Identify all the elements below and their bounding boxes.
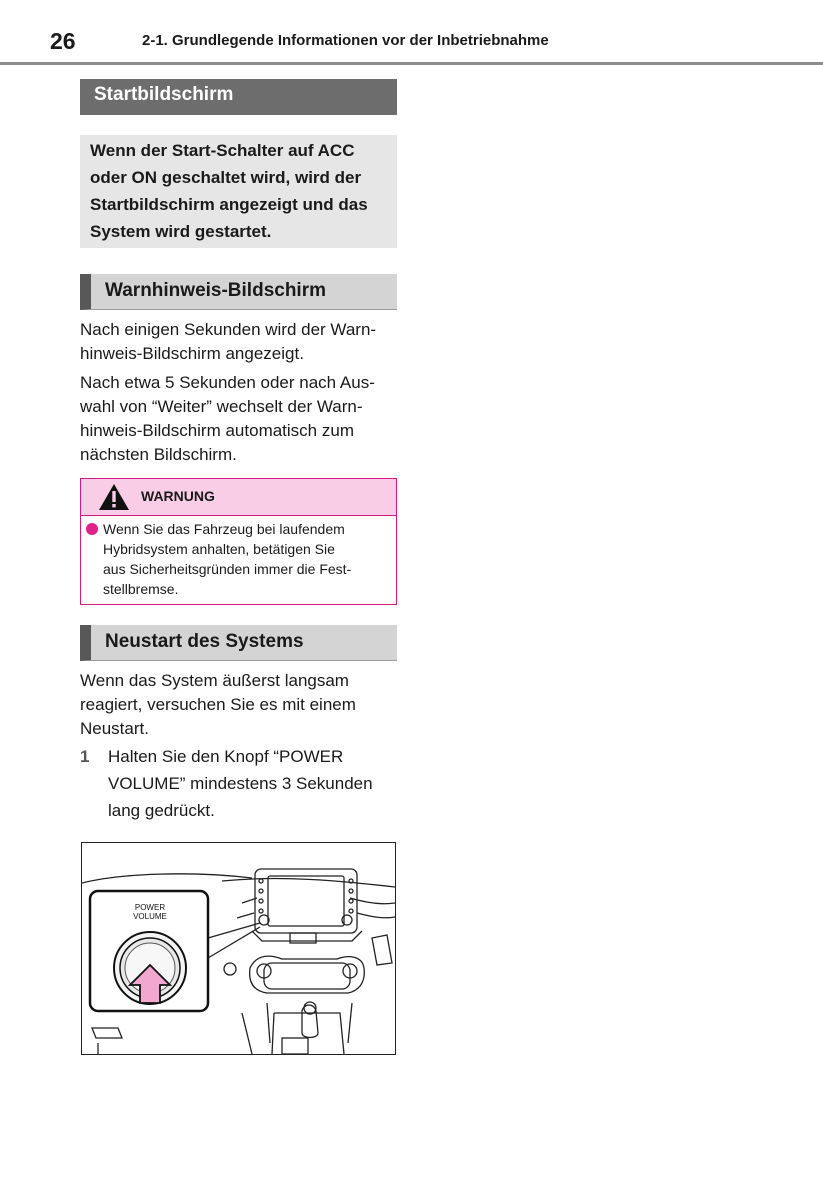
warning-screen-text <box>80 318 397 472</box>
text-line: wahl von “Weiter” wechselt der Warn- <box>80 397 363 416</box>
text-line: Hybridsystem anhalten, betätigen Sie <box>103 541 335 557</box>
power-volume-knob-callout <box>90 891 208 1011</box>
text-line: stellbremse. <box>103 581 179 597</box>
step-item <box>80 743 397 824</box>
text-line: hinweis-Bildschirm angezeigt. <box>80 344 304 363</box>
summary-line: Startbildschirm angezeigt und das <box>90 195 368 214</box>
step-number: 1 <box>80 747 90 766</box>
paragraph <box>80 371 397 467</box>
paragraph <box>80 669 397 741</box>
text-line: Wenn Sie das Fahrzeug bei laufendem <box>103 521 345 537</box>
warning-body <box>81 516 396 599</box>
text-line: reagiert, versuchen Sie es mit einem <box>80 695 356 714</box>
header-divider <box>0 62 823 65</box>
warning-triangle-icon <box>98 483 130 511</box>
section-heading-restart: Neustart des Systems <box>80 625 397 661</box>
section-heading-warning-screen: Warnhinweis-Bildschirm <box>80 274 397 310</box>
text-line: nächsten Bildschirm. <box>80 445 237 464</box>
step-text <box>108 743 397 824</box>
warning-box <box>80 478 397 605</box>
text-line: Halten Sie den Knopf “POWER <box>108 747 344 766</box>
summary-line: System wird gestartet. <box>90 222 272 241</box>
text-line: Wenn das System äußerst langsam <box>80 671 349 690</box>
text-line: Nach etwa 5 Sekunden oder nach Aus- <box>80 373 375 392</box>
text-line: VOLUME” mindestens 3 Sekunden <box>108 774 373 793</box>
bullet-dot-icon <box>86 523 98 535</box>
summary-line: Wenn der Start-Schalter auf ACC <box>90 141 355 160</box>
dashboard-drawing <box>82 843 395 1054</box>
restart-text <box>80 669 397 746</box>
page-header <box>0 0 823 66</box>
page-number: 26 <box>50 28 76 54</box>
knob-label-line2: VOLUME <box>133 912 167 921</box>
summary-line: oder ON geschaltet wird, wird der <box>90 168 362 187</box>
text-line: Nach einigen Sekunden wird der Warn- <box>80 320 377 339</box>
warning-label: WARNUNG <box>141 488 215 504</box>
text-line: hinweis-Bildschirm automatisch zum <box>80 421 354 440</box>
text-line: lang gedrückt. <box>108 801 215 820</box>
start-screen-summary <box>80 135 397 248</box>
paragraph <box>80 318 397 366</box>
warning-box-header <box>81 479 396 516</box>
text-line: aus Sicherheitsgründen immer die Fest- <box>103 561 352 577</box>
text-line: Neustart. <box>80 719 149 738</box>
chapter-title: 2-1. Grundlegende Informationen vor der Inbetriebnahme <box>142 32 549 49</box>
knob-label-line1: POWER <box>134 903 166 912</box>
dashboard-illustration <box>81 842 396 1055</box>
section-heading-start-screen: Startbildschirm <box>80 79 397 115</box>
